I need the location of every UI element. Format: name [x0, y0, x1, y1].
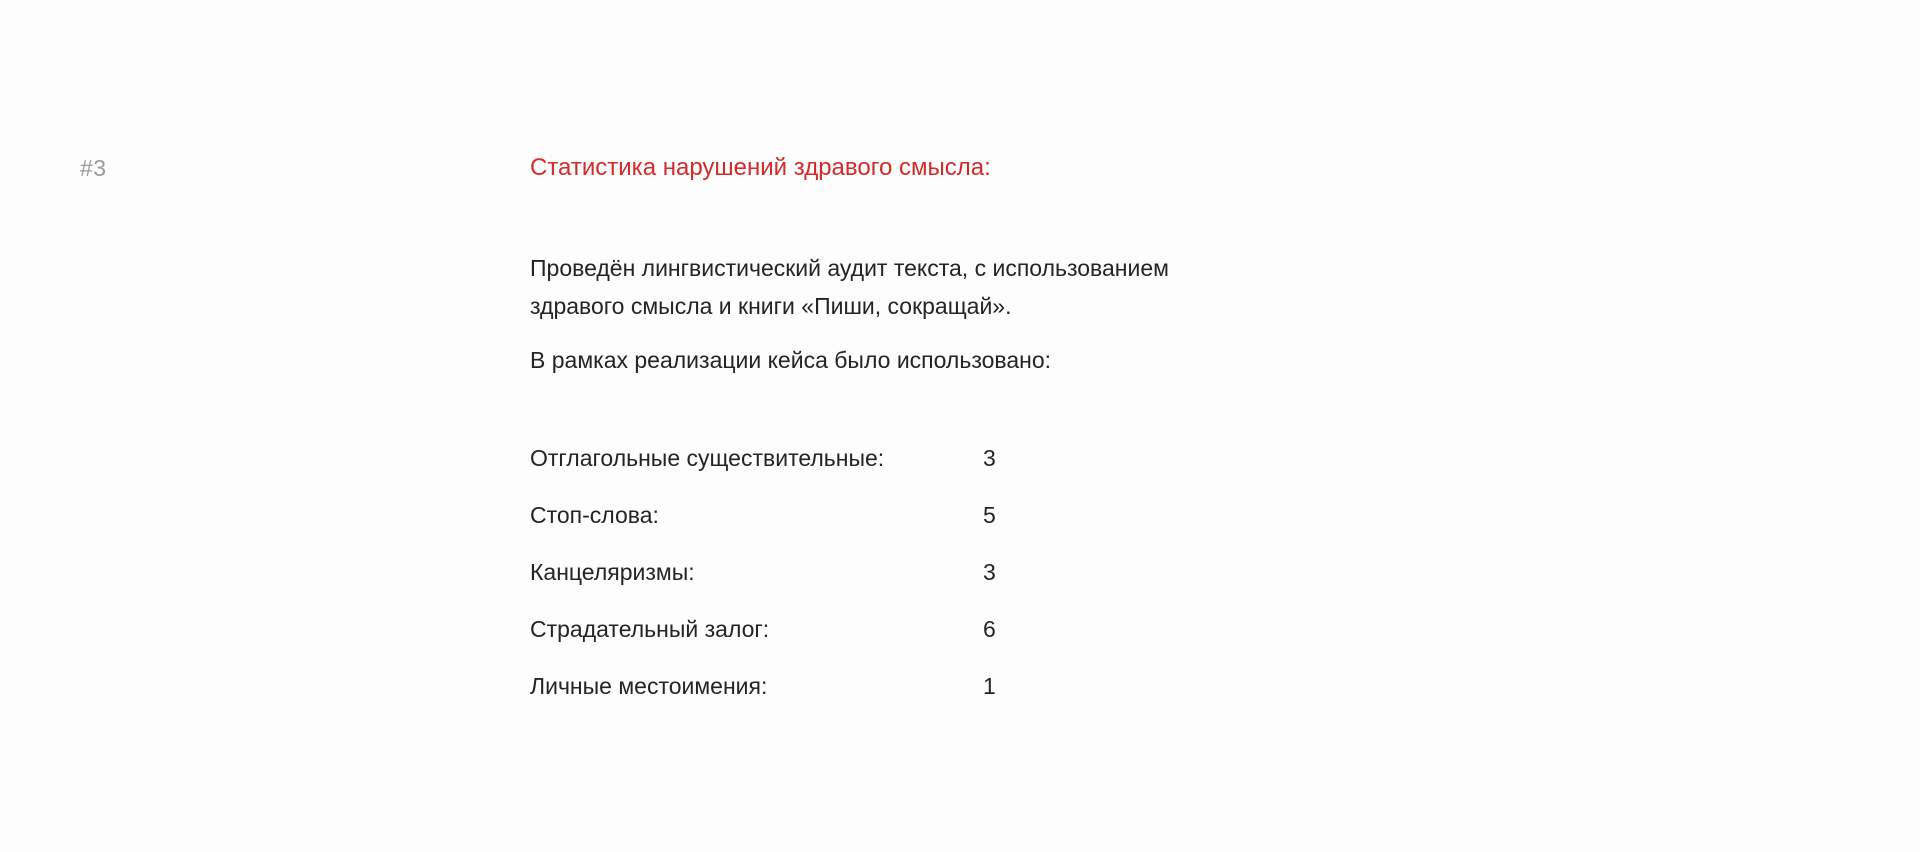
section-number: #3	[80, 155, 107, 181]
intro-line-2: здравого смысла и книги «Пиши, сокращай».	[530, 293, 1012, 319]
intro-line-1: Проведён лингвистический аудит текста, с использованием	[530, 255, 1169, 281]
lead-paragraph: В рамках реализации кейса было использовано:	[530, 347, 1052, 373]
stat-label: Отглагольные существительные:	[530, 445, 885, 471]
stat-value: 1	[983, 673, 996, 699]
case-stats-section	[530, 152, 1430, 724]
stat-value: 3	[983, 559, 996, 585]
stat-label: Стоп-слова:	[530, 502, 659, 528]
stat-label: Канцеляризмы:	[530, 559, 695, 585]
stat-value: 3	[983, 445, 996, 471]
intro-paragraph	[530, 249, 1430, 325]
stat-row-personal-pronouns	[530, 667, 1430, 724]
stat-label: Личные местоимения:	[530, 673, 768, 699]
stat-row-verbal-nouns	[530, 439, 1430, 496]
stat-row-passive-voice	[530, 610, 1430, 667]
stats-list	[530, 439, 1430, 724]
section-title: Статистика нарушений здравого смысла:	[530, 154, 991, 181]
stat-value: 6	[983, 616, 996, 642]
stat-row-bureaucratese	[530, 553, 1430, 610]
stat-value: 5	[983, 502, 996, 528]
stat-label: Страдательный залог:	[530, 616, 770, 642]
stat-row-stop-words	[530, 496, 1430, 553]
